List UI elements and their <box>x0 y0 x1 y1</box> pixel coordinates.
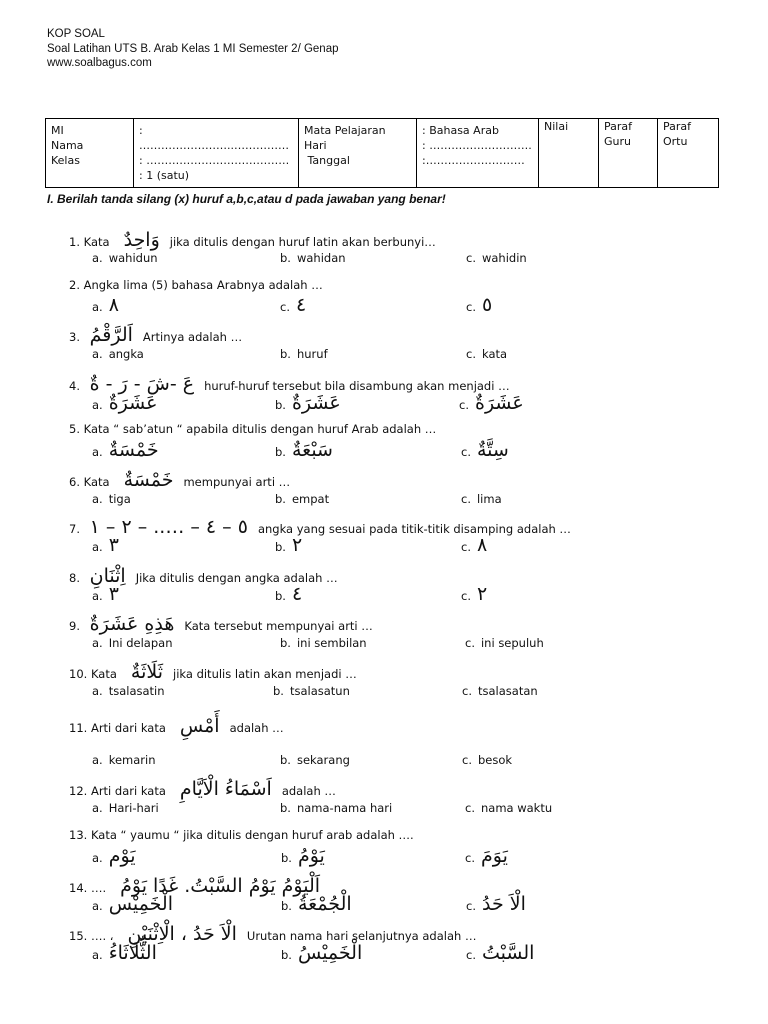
option-text: ٤ <box>291 583 303 605</box>
option-text: Hari-hari <box>108 801 159 815</box>
option-text: عَشَرَةٌ <box>108 392 158 414</box>
option-letter: c. <box>461 589 471 603</box>
question-12 <box>69 779 336 799</box>
score-cell[interactable]: Nilai <box>539 119 599 188</box>
question-6 <box>69 470 290 490</box>
option-7-a[interactable] <box>92 535 119 555</box>
option-letter: b. <box>275 589 286 603</box>
option-6-a[interactable] <box>92 492 131 506</box>
option-10-a[interactable] <box>92 684 165 698</box>
question-text-after: Jika ditulis dengan angka adalah … <box>135 571 338 585</box>
option-letter: b. <box>281 899 292 913</box>
option-14-c[interactable] <box>466 894 526 914</box>
option-text: ini sembilan <box>296 636 367 650</box>
question-number: 7. <box>69 522 84 536</box>
question-number: 8. <box>69 571 84 585</box>
question-text-before: …. <box>90 881 107 895</box>
option-1-c[interactable] <box>466 251 527 265</box>
option-letter: a. <box>92 801 103 815</box>
question-text-before: Kata <box>83 475 110 489</box>
question-text-before: Kata <box>90 667 117 681</box>
option-letter: c. <box>466 300 476 314</box>
option-letter: b. <box>275 398 286 412</box>
option-2-c[interactable] <box>466 295 492 315</box>
option-5-c[interactable] <box>461 440 509 460</box>
question-15 <box>69 924 476 944</box>
option-letter: c. <box>462 684 472 698</box>
option-text: ٢ <box>476 583 488 605</box>
option-text: tsalasatan <box>477 684 538 698</box>
option-letter: b. <box>280 801 291 815</box>
option-letter: c. <box>465 851 475 865</box>
option-11-b[interactable] <box>280 753 350 767</box>
question-number: 6. <box>69 475 84 489</box>
option-13-a[interactable] <box>92 846 136 866</box>
option-text: wahidun <box>108 251 158 265</box>
question-number: 2. <box>69 278 84 292</box>
subject-fields[interactable]: : Bahasa Arab : ………………………. :……………………… <box>417 119 539 188</box>
option-text: angka <box>108 347 144 361</box>
question-number: 11. <box>69 721 91 735</box>
option-text: nama-nama hari <box>296 801 393 815</box>
option-letter: b. <box>281 948 292 962</box>
option-letter: b. <box>280 753 291 767</box>
option-4-b[interactable] <box>275 393 341 413</box>
question-arabic-word: اَلْيَوْمُ يَوْمُ السَّبْتُ. غَدًا يَوْمُ <box>120 875 321 897</box>
question-number: 14. <box>69 881 91 895</box>
option-13-b[interactable] <box>281 846 325 866</box>
identity-fields[interactable]: : ……………………..…………… : ………………………………… : 1 (satu) <box>134 119 299 188</box>
document-header <box>47 27 339 71</box>
option-8-a[interactable] <box>92 584 119 604</box>
question-number: 15. <box>69 929 91 943</box>
question-arabic-word: ٥ – ٤ – ….. – ٢ – ١ <box>89 516 248 538</box>
option-letter: a. <box>92 948 103 962</box>
option-text: خَمْسَةٌ <box>108 439 159 461</box>
question-number: 3. <box>69 330 84 344</box>
option-text: ٣ <box>108 534 119 556</box>
option-8-b[interactable] <box>275 584 302 604</box>
option-text: السَّبْتُ <box>481 942 535 964</box>
option-text: tsalasatin <box>108 684 165 698</box>
option-7-b[interactable] <box>275 535 302 555</box>
question-text-after: mempunyai arti … <box>183 475 291 489</box>
option-10-c[interactable] <box>462 684 538 698</box>
question-text-before: …. ، <box>90 929 114 943</box>
option-text: tsalasatun <box>289 684 350 698</box>
option-text: سَبْعَةٌ <box>291 439 333 461</box>
option-14-a[interactable] <box>92 894 173 914</box>
question-10 <box>69 662 357 682</box>
option-letter: b. <box>273 684 284 698</box>
question-arabic-word: هَذِهِ عَشَرَةٌ <box>89 613 175 635</box>
option-letter: c. <box>465 636 475 650</box>
option-11-c[interactable] <box>462 753 512 767</box>
question-text-before: Kata “ yaumu “ jika ditulis dengan huruf arab adalah …. <box>90 828 414 842</box>
question-2 <box>69 278 331 292</box>
option-letter: b. <box>280 636 291 650</box>
question-text-after: jika ditulis dengan huruf latin akan berbunyi… <box>169 235 436 249</box>
option-letter: a. <box>92 300 103 314</box>
question-arabic-word: وَاحِدٌ <box>123 229 160 251</box>
option-letter: a. <box>92 347 103 361</box>
option-text: سِتَّةٌ <box>476 439 509 461</box>
question-number: 13. <box>69 828 91 842</box>
option-3-b[interactable] <box>280 347 328 361</box>
question-number: 4. <box>69 379 84 393</box>
option-letter: a. <box>92 540 103 554</box>
question-text-after: jika ditulis latin akan menjadi … <box>173 667 357 681</box>
option-text: ٥ <box>481 294 493 316</box>
option-1-b[interactable] <box>280 251 346 265</box>
option-5-a[interactable] <box>92 440 159 460</box>
option-text: الْاَ حَدُ <box>481 893 526 915</box>
option-letter: a. <box>92 684 103 698</box>
option-text: sekarang <box>296 753 350 767</box>
option-text: يَوْمُ <box>297 845 325 867</box>
question-4 <box>69 374 510 394</box>
option-7-c[interactable] <box>461 535 487 555</box>
option-text: الْخَمِيْس <box>108 893 173 915</box>
option-text: huruf <box>296 347 328 361</box>
option-letter: c. <box>280 300 290 314</box>
question-arabic-word: أَمْسِ <box>179 715 220 737</box>
option-letter: a. <box>92 445 103 459</box>
question-text-before: Arti dari kata <box>90 721 166 735</box>
option-text: kata <box>481 347 508 361</box>
option-letter: b. <box>275 492 286 506</box>
option-letter: a. <box>92 899 103 913</box>
option-letter: a. <box>92 589 103 603</box>
option-letter: a. <box>92 753 103 767</box>
question-text-before: Arti dari kata <box>90 784 166 798</box>
option-1-a[interactable] <box>92 251 158 265</box>
option-text: الْجُمْعَةُ <box>297 893 352 915</box>
option-4-a[interactable] <box>92 393 157 413</box>
option-letter: c. <box>462 753 472 767</box>
option-letter: c. <box>459 398 469 412</box>
option-letter: b. <box>275 445 286 459</box>
option-15-b[interactable] <box>281 943 362 963</box>
question-9 <box>69 614 373 634</box>
identity-labels: MI Nama Kelas <box>46 119 134 188</box>
option-3-c[interactable] <box>466 347 507 361</box>
option-6-b[interactable] <box>275 492 329 506</box>
option-15-c[interactable] <box>466 943 534 963</box>
question-13 <box>69 828 422 842</box>
question-text-after: angka yang sesuai pada titik-titik disamping adalah … <box>257 522 571 536</box>
question-number: 9. <box>69 619 84 633</box>
option-letter: c. <box>461 492 471 506</box>
option-letter: b. <box>275 540 286 554</box>
option-letter: c. <box>465 801 475 815</box>
identity-table <box>45 118 719 188</box>
option-12-a[interactable] <box>92 801 159 815</box>
option-12-b[interactable] <box>280 801 392 815</box>
option-letter: a. <box>92 251 103 265</box>
option-text: يَوْم <box>108 845 136 867</box>
header-title: KOP SOAL <box>47 28 105 40</box>
option-letter: c. <box>466 948 476 962</box>
option-letter: a. <box>92 492 103 506</box>
parent-signature-cell[interactable]: Paraf Ortu <box>658 119 719 188</box>
question-text-after: Artinya adalah … <box>142 330 243 344</box>
question-text-before: Angka lima (5) bahasa Arabnya adalah … <box>83 278 323 292</box>
option-2-b[interactable] <box>280 295 306 315</box>
option-letter: c. <box>466 347 476 361</box>
question-text-after: adalah … <box>229 721 284 735</box>
question-arabic-word: اِثْنَانِ <box>89 565 126 587</box>
option-3-a[interactable] <box>92 347 144 361</box>
question-text-before: Kata <box>83 235 110 249</box>
question-number: 5. <box>69 422 84 436</box>
option-13-c[interactable] <box>465 846 508 866</box>
option-text: kemarin <box>108 753 156 767</box>
option-text: الثُّلَاثَاءُ <box>108 942 157 964</box>
question-3 <box>69 325 242 345</box>
question-arabic-word: ثَلَاثَةٌ <box>130 661 164 683</box>
question-text-after: huruf-huruf tersebut bila disambung akan menjadi … <box>204 379 510 393</box>
option-text: wahidan <box>296 251 346 265</box>
option-11-a[interactable] <box>92 753 156 767</box>
option-letter: a. <box>92 398 103 412</box>
option-15-a[interactable] <box>92 943 157 963</box>
option-6-c[interactable] <box>461 492 502 506</box>
header-website: www.soalbagus.com <box>47 57 152 69</box>
option-letter: b. <box>281 851 292 865</box>
question-arabic-word: عَ -شَ - رَ - ةٌ <box>89 373 195 395</box>
option-text: wahidin <box>481 251 527 265</box>
option-text: يَوَمَ <box>480 845 508 867</box>
option-text: الْخَمِيْسُ <box>297 942 363 964</box>
option-14-b[interactable] <box>281 894 352 914</box>
option-9-b[interactable] <box>280 636 367 650</box>
option-12-c[interactable] <box>465 801 552 815</box>
question-text-after: adalah … <box>281 784 336 798</box>
option-text: ٨ <box>476 534 488 556</box>
question-number: 1. <box>69 235 84 249</box>
option-9-c[interactable] <box>465 636 544 650</box>
option-text: tiga <box>108 492 131 506</box>
header-subtitle: Soal Latihan UTS B. Arab Kelas 1 MI Semester 2/ Genap <box>47 42 339 55</box>
option-text: ٣ <box>108 583 119 605</box>
question-number: 12. <box>69 784 91 798</box>
question-1 <box>69 230 436 250</box>
option-10-b[interactable] <box>273 684 350 698</box>
option-5-b[interactable] <box>275 440 333 460</box>
question-number: 10. <box>69 667 91 681</box>
option-letter: c. <box>461 540 471 554</box>
option-8-c[interactable] <box>461 584 487 604</box>
question-arabic-word: الْاَ حَدُ ، الْاِثْنَيْنِ <box>127 923 237 945</box>
option-text: ٢ <box>291 534 303 556</box>
question-arabic-word: اَسْمَاءُ الْاَيَّامِ <box>179 778 272 800</box>
option-letter: a. <box>92 636 103 650</box>
option-text: عَشَرَةٌ <box>474 392 524 414</box>
option-text: lima <box>476 492 502 506</box>
option-letter: b. <box>280 251 291 265</box>
instruction: I. Berilah tanda silang (x) huruf a,b,c,atau d pada jawaban yang benar! <box>47 192 446 206</box>
question-arabic-word: خَمْسَةٌ <box>123 469 174 491</box>
option-9-a[interactable] <box>92 636 173 650</box>
option-letter: c. <box>466 899 476 913</box>
option-letter: a. <box>92 851 103 865</box>
option-text: ini sepuluh <box>480 636 544 650</box>
option-text: Ini delapan <box>108 636 173 650</box>
question-arabic-word: اَلرَّقْمُ <box>89 324 133 346</box>
option-text: ٨ <box>108 294 119 316</box>
question-text-before: Kata “ sab’atun “ apabila ditulis dengan huruf Arab adalah … <box>83 422 437 436</box>
option-text: عَشَرَةٌ <box>291 392 341 414</box>
question-11 <box>69 716 284 736</box>
option-text: ٤ <box>295 294 307 316</box>
option-letter: c. <box>466 251 476 265</box>
option-text: besok <box>477 753 513 767</box>
question-text-after: Kata tersebut mempunyai arti … <box>184 619 373 633</box>
option-2-a[interactable] <box>92 295 119 315</box>
option-4-c[interactable] <box>459 393 524 413</box>
question-7 <box>69 517 571 537</box>
subject-labels: Mata Pelajaran Hari Tanggal <box>299 119 417 188</box>
option-letter: c. <box>461 445 471 459</box>
option-letter: b. <box>280 347 291 361</box>
question-5 <box>69 422 444 436</box>
option-text: nama waktu <box>480 801 553 815</box>
teacher-signature-cell[interactable]: Paraf Guru <box>599 119 658 188</box>
option-text: empat <box>291 492 330 506</box>
question-text-after: Urutan nama hari selanjutnya adalah … <box>246 929 477 943</box>
